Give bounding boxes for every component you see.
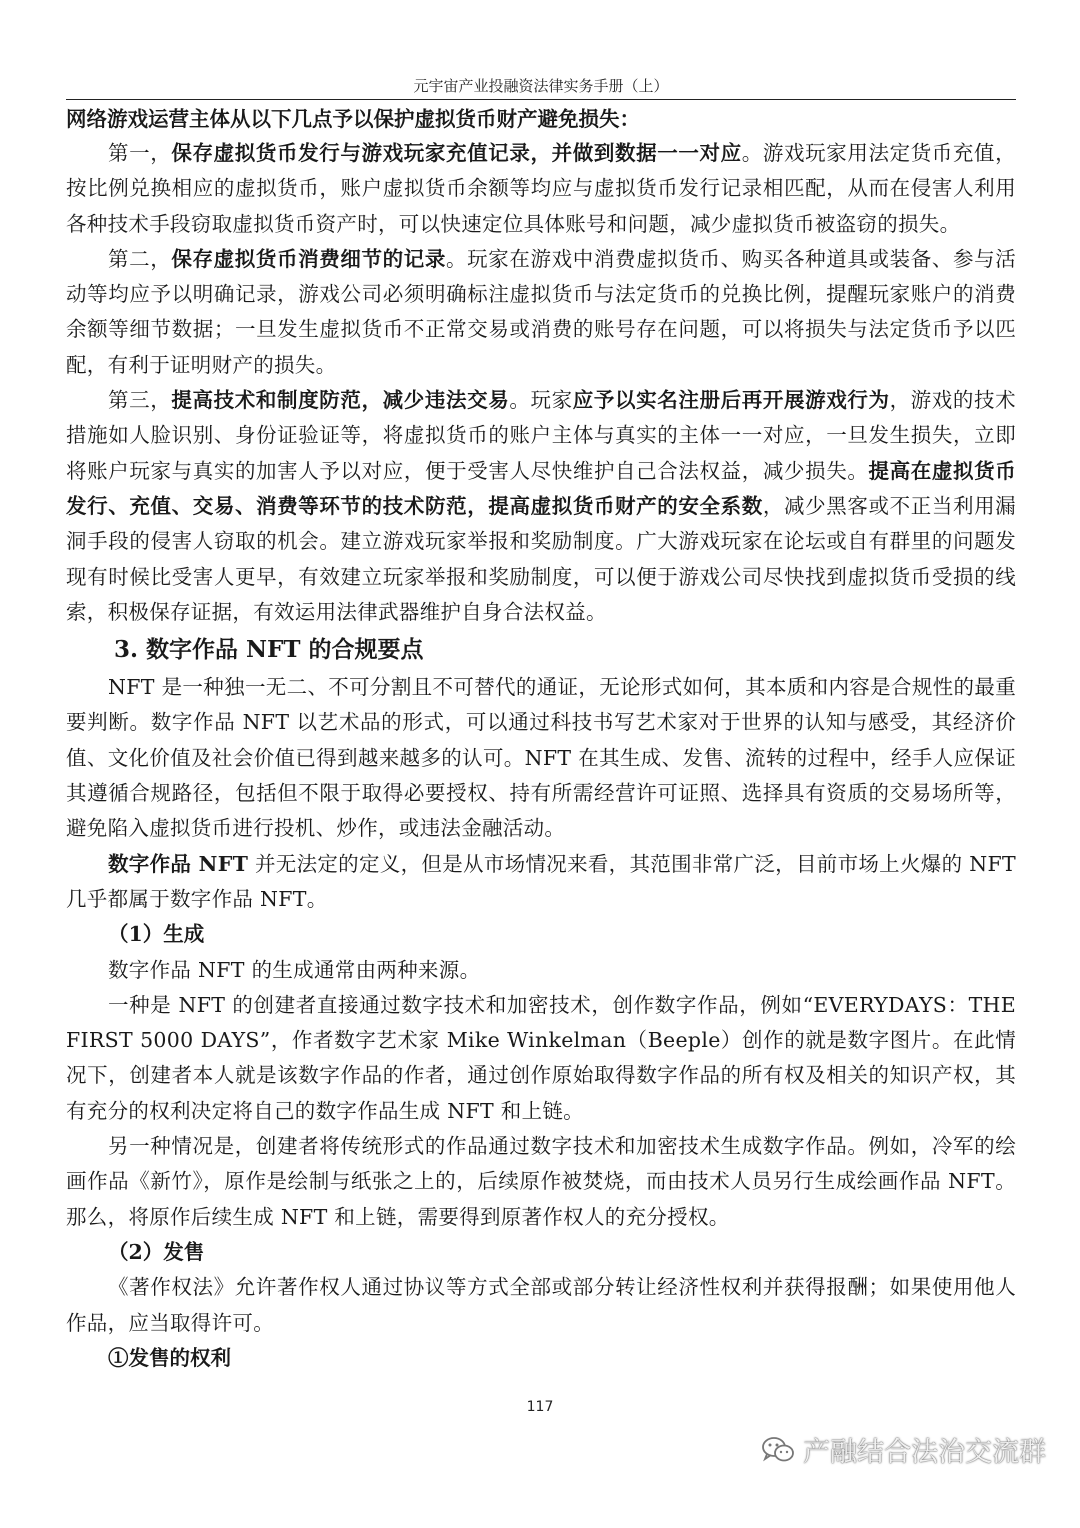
paragraph-generation-sources: 数字作品 NFT 的生成通常由两种来源。 bbox=[108, 957, 481, 982]
point-three-emphasis-b: 应予以实名注册后再开展游戏行为 bbox=[572, 388, 890, 413]
running-header: 元宇宙产业投融资法律实务手册（上） bbox=[413, 77, 669, 95]
paragraph-copyright-law: 《著作权法》允许著作权人通过协议等方式全部或部分转让经济性权利并获得报酬；如果使用他人作品，应当取得许可。 bbox=[66, 1275, 1016, 1335]
point-three-ordinal: 第三， bbox=[108, 388, 172, 413]
nft-definition-emphasis: 数字作品 NFT bbox=[108, 851, 249, 876]
watermark bbox=[761, 1430, 1046, 1469]
paragraph-nft-intro: NFT 是一种独一无二、不可分割且不可替代的通证，无论形式如何，其本质和内容是合规性的最重要判断。数字作品 NFT 以艺术品的形式，可以通过科技书写艺术家对于世界的认知与感受，其经济价值、文化价值及社会价值已得到越来越多的认可。NFT 在其生成、发售、流转的过程中，经手人应保证其遵循合规路径，包括但不限于取得必要授权、持有所需经营许可证照、选择具有资质的交易场所等，避免陷入虚拟货币进行投机、炒作，或违法金融活动。 bbox=[66, 675, 1016, 841]
header-divider bbox=[66, 99, 1016, 100]
page-body bbox=[66, 102, 1016, 1376]
point-three-text-c: ，减少黑客或不正当利用漏洞手段的侵害人窃取的机会。建立游戏玩家举报和奖励制度。广大游戏玩家在论坛或自有群里的问题发现有时候比受害人更早，有效建立玩家举报和奖励制度，可以便于游戏公司尽快找到虚拟货币受损的线索，积极保存证据，有效运用法律武器维护自身合法权益。 bbox=[66, 493, 1016, 624]
paragraph-point-three bbox=[66, 383, 1016, 630]
point-one-ordinal: 第一， bbox=[108, 141, 172, 165]
paragraph-point-one bbox=[66, 136, 1016, 242]
subheading-sale-rights: ①发售的权利 bbox=[108, 1345, 231, 1370]
subheading-generation: （1）生成 bbox=[108, 922, 205, 947]
point-three-emphasis: 提高技术和制度防范，减少违法交易 bbox=[171, 388, 510, 413]
intro-heading: 网络游戏运营主体从以下几点予以保护虚拟货币财产避免损失： bbox=[66, 107, 640, 131]
paragraph-generation-traditional: 另一种情况是，创建者将传统形式的作品通过数字技术和加密技术生成数字作品。例如，冷军的绘画作品《新竹》，原作是绘制与纸张之上的，后续原作被焚烧，而由技术人员另行生成绘画作品 NFT。那么，将原作后续生成 NFT 和上链，需要得到原著作权人的充分授权。 bbox=[66, 1134, 1016, 1229]
page-number: 117 bbox=[526, 1399, 554, 1415]
point-two-text: 。玩家在游戏中消费虚拟货币、购买各种道具或装备、参与活动等均应予以明确记录，游戏公司必须明确标注虚拟货币与法定货币的兑换比例，提醒玩家账户的消费余额等细节数据；一旦发生虚拟货币不正常交易或消费的账号存在问题，可以将损失与法定货币予以匹配，有利于证明财产的损失。 bbox=[66, 246, 1016, 377]
wechat-icon bbox=[761, 1435, 795, 1465]
paragraph-point-two bbox=[66, 242, 1016, 383]
point-two-ordinal: 第二， bbox=[108, 246, 172, 271]
paragraph-nft-definition bbox=[66, 847, 1016, 918]
point-three-text-b: ，游戏的技术措施如人脸识别、身份证验证等，将虚拟货币的账户主体与真实的主体一一对应，一旦发生损失，立即将账户玩家与真实的加害人予以对应，便于受害人尽快维护自己合法权益，减少损失。 bbox=[66, 388, 1016, 483]
point-three-text-a: 。玩家 bbox=[509, 388, 573, 413]
section-heading: 3. 数字作品 NFT 的合规要点 bbox=[114, 636, 424, 664]
nft-definition-text: 并无法定的定义，但是从市场情况来看，其范围非常广泛，目前市场上火爆的 NFT 几乎都属于数字作品 NFT。 bbox=[66, 851, 1016, 911]
watermark-text: 产融结合法治交流群 bbox=[803, 1437, 1046, 1468]
point-one-emphasis: 保存虚拟货币发行与游戏玩家充值记录，并做到数据一一对应 bbox=[171, 141, 742, 165]
point-one-text: 。游戏玩家用法定货币充值，按比例兑换相应的虚拟货币，账户虚拟货币余额等均应与虚拟货币发行记录相匹配，从而在侵害人利用各种技术手段窃取虚拟货币资产时，可以快速定位具体账号和问题，减少虚拟货币被盗窃的损失。 bbox=[66, 141, 1016, 236]
point-two-emphasis: 保存虚拟货币消费细节的记录 bbox=[171, 246, 446, 271]
paragraph-generation-direct: 一种是 NFT 的创建者直接通过数字技术和加密技术，创作数字作品，例如“EVERYDAYS：THE FIRST 5000 DAYS”，作者数字艺术家 Mike Winkelman（Beeple）创作的就是数字图片。在此情况下，创建者本人就是该数字作品的作者，通过创作原始取得数字作品的所有权及相关的知识产权，其有充分的权利决定将自己的数字作品生成 NFT 和上链。 bbox=[66, 992, 1016, 1123]
point-three-emphasis-c: 提高在虚拟货币发行、充值、交易、消费等环节的技术防范，提高虚拟货币财产的安全系数 bbox=[66, 458, 1016, 518]
subheading-sale: （2）发售 bbox=[108, 1239, 205, 1264]
